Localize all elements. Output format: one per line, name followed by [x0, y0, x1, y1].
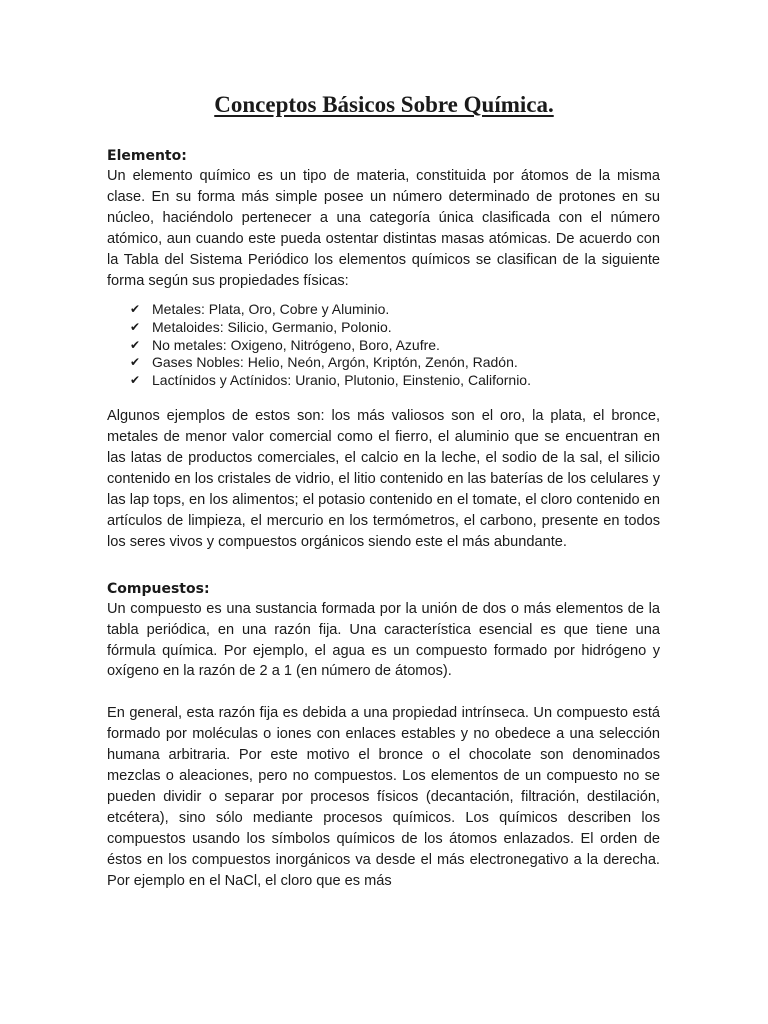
list-item	[130, 319, 660, 337]
check-mark-icon: ✔	[130, 337, 141, 352]
paragraph-elemento-definition: Un elemento químico es un tipo de materia, constituida por átomos de la misma clase. En su forma más simple posee un número determinado de protones en su núcleo, haciéndolo pertenecer a una categoría única clasificada con el número atómico, aun cuando este pueda ostentar distintas masas atómicas. De acuerdo con la Tabla del Sistema Periódico los elementos químicos se clasifican de la siguiente forma según sus propiedades físicas:	[107, 168, 660, 289]
list-item	[130, 354, 660, 372]
check-mark-icon: ✔	[130, 372, 141, 387]
document-title: Conceptos Básicos Sobre Química.	[214, 92, 554, 117]
list-item-text: Metaloides: Silicio, Germanio, Polonio.	[152, 319, 392, 336]
list-item-text: Gases Nobles: Helio, Neón, Argón, Kriptón, Zenón, Radón.	[152, 354, 518, 371]
list-item	[130, 337, 660, 355]
check-mark-icon: ✔	[130, 302, 141, 317]
section-heading-elemento: Elemento:	[107, 148, 187, 164]
check-mark-icon: ✔	[130, 355, 141, 370]
check-mark-icon: ✔	[130, 320, 141, 335]
element-classification-list	[107, 301, 660, 389]
list-item-text: No metales: Oxigeno, Nitrógeno, Boro, Azufre.	[152, 336, 440, 353]
list-item-text: Metales: Plata, Oro, Cobre y Aluminio.	[152, 301, 390, 318]
paragraph-compuestos-general: En general, esta razón fija es debida a una propiedad intrínseca. Un compuesto está formado por moléculas o iones con enlaces estables y no obedece a una selección humana arbitraria. Por este motivo el bronce o el chocolate son denominados mezclas o aleaciones, pero no compuestos. Los elementos de un compuesto no se pueden dividir o separar por procesos físicos (decantación, filtración, destilación, etcétera), sino sólo mediante procesos químicos. Los químicos describen los compuestos usando los símbolos químicos de los átomos enlazados. El orden de éstos en los compuestos inorgánicos va desde el más electronegativo a la derecha. Por ejemplo en el NaCl, el cloro que es más	[107, 705, 660, 889]
paragraph-element-examples: Algunos ejemplos de estos son: los más valiosos son el oro, la plata, el bronce, metales de menor valor comercial como el fierro, el aluminio que se encuentran en las latas de productos comerciales, el calcio en la leche, el sodio de la sal, el silicio contenido en los cristales de vidrio, el litio contenido en las baterías de los celulares y las lap tops, en los alimentos; el potasio contenido en el tomate, el cloro contenido en artículos de limpieza, el mercurio en los termómetros, el carbono, presente en todos los seres vivos y compuestos orgánicos siendo este el más abundante.	[107, 408, 660, 550]
section-heading-compuestos: Compuestos:	[107, 580, 210, 597]
list-item	[130, 372, 660, 390]
document-body	[107, 146, 660, 892]
list-item	[130, 301, 660, 319]
paragraph-compuestos-definition: Un compuesto es una sustancia formada por la unión de dos o más elementos de la tabla periódica, en una razón fija. Una característica esencial es que tiene una fórmula química. Por ejemplo, el agua es un compuesto formado por hidrógeno y oxígeno en la razón de 2 a 1 (en número de átomos).	[107, 600, 660, 680]
list-item-text: Lactínidos y Actínidos: Uranio, Plutonio, Einstenio, Californio.	[152, 371, 531, 388]
